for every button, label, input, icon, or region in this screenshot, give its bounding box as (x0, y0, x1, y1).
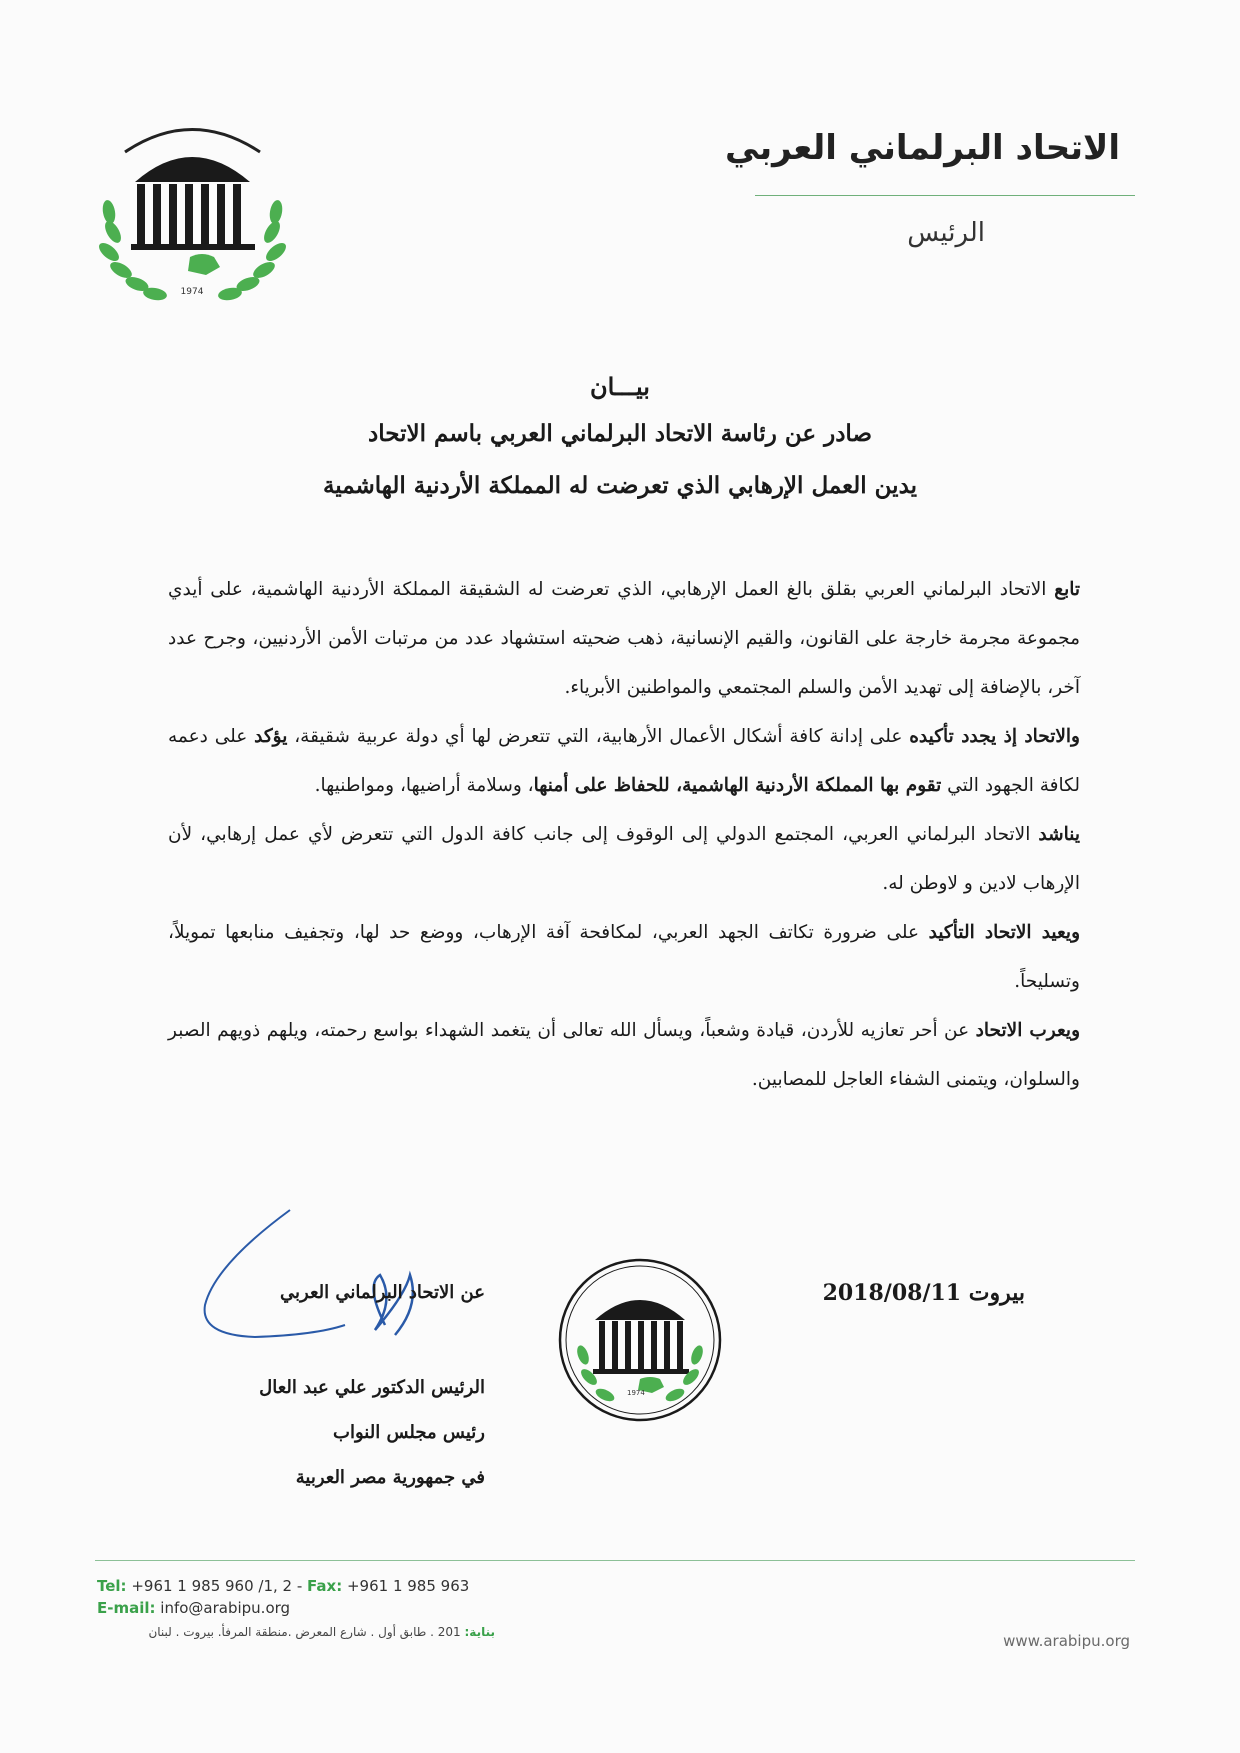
tel-value: +961 1 985 960 /1, 2 - (126, 1577, 308, 1595)
paragraph-2 (168, 712, 1080, 810)
paragraph-lead: يناشد (1038, 824, 1080, 845)
org-name-heading: الاتحاد البرلماني العربي (724, 128, 1120, 168)
paragraph-text: ، وسلامة أراضيها، ومواطنيها. (314, 775, 534, 796)
svg-text:1974: 1974 (627, 1389, 645, 1397)
paragraph-text: عن أحر تعازيه للأردن، قيادة وشعباً، ويسأل الله تعالى أن يتغمد الشهداء بواسع رحمته، ويلهم ذويهم الصبر والسلوان، ويتمنى الشفاء العاجل للمصابين. (168, 1020, 1080, 1090)
statement-body (168, 565, 1080, 1104)
email-label: E-mail: (97, 1599, 156, 1617)
fax-value: +961 1 985 963 (342, 1577, 470, 1595)
address-value: 201 . طابق أول . شارع المعرض .منطقة المرفأ. بيروت . لبنان (148, 1625, 465, 1639)
place-date: بيروت 2018/08/11 (822, 1280, 1025, 1306)
address-label: بناية: (464, 1625, 495, 1639)
paragraph-emphasis: تقوم بها المملكة الأردنية الهاشمية، للحفاظ على أمنها (533, 775, 942, 796)
email-line (97, 1597, 469, 1619)
paragraph-text: الاتحاد البرلماني العربي بقلق بالغ العمل الإرهابي، الذي تعرضت له الشقيقة المملكة الأردنية الهاشمية، على أيدي مجموعة مجرمة خارجة على القانون، والقيم الإنسانية، ذهب ضحيته استشهاد عدد من مرتبات الأمن الأردنيين، وجرح عدد آخر، بالإضافة إلى تهديد الأمن والسلم المجتمعي والمواطنين الأبرياء. (168, 579, 1080, 698)
paragraph-lead: والاتحاد إذ يجدد تأكيده (909, 726, 1080, 747)
paragraph-text: على إدانة كافة أشكال الأعمال الأرهابية، التي تتعرض لها أي دولة عربية شقيقة، (287, 726, 910, 747)
statement-heading: بيـــان (590, 372, 650, 401)
paragraph-emphasis: يؤكد (254, 726, 288, 747)
paragraph-lead: ويعيد الاتحاد التأكيد (928, 922, 1080, 943)
header-divider (755, 195, 1135, 196)
paragraph-lead: ويعرب الاتحاد (975, 1020, 1080, 1041)
email-value: info@arabipu.org (155, 1599, 291, 1617)
paragraph-5 (168, 1006, 1080, 1104)
footer-address (85, 1625, 495, 1639)
paragraph-text: على ضرورة تكاتف الجهد العربي، لمكافحة آفة الإرهاب، ووضع حد لها، وتجفيف منابعها تمويلاً، وتسليحاً. (168, 922, 1080, 992)
footer-contact (97, 1575, 469, 1619)
website-link[interactable]: www.arabipu.org (1003, 1632, 1130, 1650)
paragraph-1 (168, 565, 1080, 712)
statement-subtitle-topic: يدين العمل الإرهابي الذي تعرضت له المملكة الأردنية الهاشمية (322, 472, 918, 499)
union-logo (95, 112, 290, 312)
paragraph-lead: تابع (1054, 579, 1080, 600)
fax-label: Fax: (307, 1577, 343, 1595)
phone-fax-line (97, 1575, 469, 1597)
paragraph-text: الاتحاد البرلماني العربي، المجتمع الدولي إلى الوقوف إلى جانب كافة الدول التي تتعرض لأي عمل إرهابي، لأن الإرهاب لادين و لاوطن له. (168, 824, 1080, 894)
svg-text:1974: 1974 (180, 287, 204, 297)
paragraph-text: على دعمه لكافة الجهود التي (168, 726, 1080, 796)
statement-subtitle-issuer: صادر عن رئاسة الاتحاد البرلماني العربي باسم الاتحاد (368, 420, 872, 447)
tel-label: Tel: (97, 1577, 127, 1595)
official-seal (555, 1255, 725, 1425)
office-title: الرئيس (907, 218, 985, 248)
paragraph-3 (168, 810, 1080, 908)
paragraph-4 (168, 908, 1080, 1006)
footer-divider (95, 1560, 1135, 1561)
